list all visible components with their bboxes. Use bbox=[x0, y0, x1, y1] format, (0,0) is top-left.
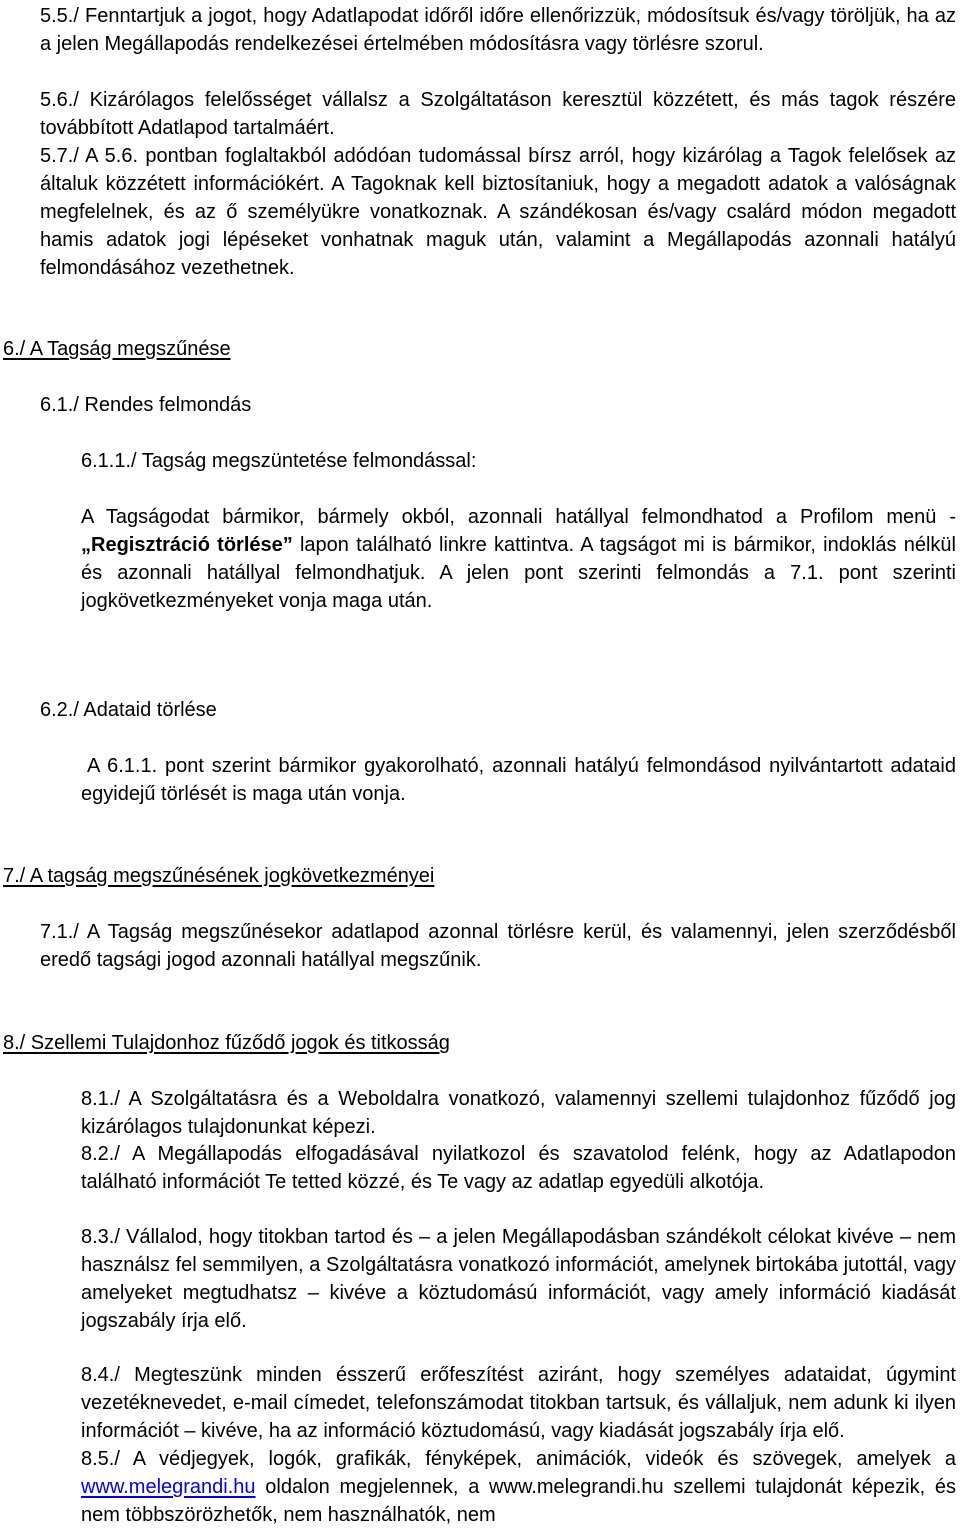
paragraph-6-2: A 6.1.1. pont szerint bármikor gyakorolható, azonnali hatályú felmondásod nyilvántartott adataid egyidejű törlését is maga után vonja. bbox=[81, 755, 956, 805]
paragraph-8-1: 8.1./ A Szolgáltatásra és a Weboldalra vonatkozó, valamennyi szellemi tulajdonhoz fűződő jog kizárólagos tulajdonunkat képezi. bbox=[81, 1088, 956, 1138]
paragraph-5-5: 5.5./ Fenntartjuk a jogot, hogy Adatlapodat időről időre ellenőrizzük, módosítsuk és/vagy töröljük, ha az a jelen Megállapodás rendelkezései értelmében módosításra vagy törlésre szorul. bbox=[40, 5, 956, 55]
paragraph-5-6: 5.6./ Kizárólagos felelősséget vállalsz a Szolgáltatáson keresztül közzétett, és más tagok részére továbbított Adatlapod tartalmáért. bbox=[40, 89, 956, 139]
subsection-heading-6-2: 6.2./ Adataid törlése bbox=[40, 699, 217, 721]
paragraph-8-5 bbox=[81, 1445, 956, 1529]
paragraph-8-4: 8.4./ Megteszünk minden ésszerű erőfeszítést aziránt, hogy személyes adataidat, úgymint vezetéknevedet, e-mail címedet, telefonszámodat titokban tartsuk, és vállaljuk, nem adunk ki ilyen információt – kivéve, ha az információ köztudomású, vagy kiadását jogszabály írja elő. bbox=[81, 1364, 956, 1442]
paragraph-5-7: 5.7./ A 5.6. pontban foglaltakból adódóan tudomással bírsz arról, hogy kizárólag a Tagok felelősek az általuk közzétett információkért. A Tagoknak kell biztosítaniuk, hogy a megadott adatok a valóságnak megfelelnek, és az ő személyükre vonatkoznak. A szándékosan és/vagy csalárd módon megadott hamis adatok jogi lépéseket vonhatnak maguk után, valamint a Megállapodás azonnali hatályú felmondásához vezethetnek. bbox=[40, 145, 956, 279]
paragraph-6-1-1-text-end: lapon található linkre kattintva. A tagságot mi is bármikor, indoklás nélkül és azonnali hatállyal felmondhatjuk. A jelen pont szerinti felmondás a 7.1. pont szerinti jogkövetkezményeket vonja maga után. bbox=[81, 534, 956, 612]
paragraph-8-2: 8.2./ A Megállapodás elfogadásával nyilatkozol és szavatolod felénk, hogy az Adatlapodon található információt Te tetted közzé, és Te vagy az adatlap egyedüli alkotója. bbox=[81, 1143, 956, 1193]
paragraph-7-1: 7.1./ A Tagság megszűnésekor adatlapod azonnal törlésre kerül, és valamennyi, jelen szerződésből eredő tagsági jogod azonnali hatállyal megszűnik. bbox=[40, 921, 956, 971]
paragraph-8-3: 8.3./ Vállalod, hogy titokban tartod és – a jelen Megállapodásban szándékolt célokat kivéve – nem használsz fel semmilyen, a Szolgáltatásra vonatkozó információt, amelynek birtokába jutottál, vagy amelyeket megtudhatsz – kivéve a köztudomású információt, vagy amely információ kiadását jogszabály írja elő. bbox=[81, 1226, 956, 1332]
registration-delete-label: „Regisztráció törlése” bbox=[81, 534, 293, 556]
subsection-heading-6-1-1: 6.1.1./ Tagság megszüntetése felmondással: bbox=[81, 450, 477, 472]
section-heading-7: 7./ A tagság megszűnésének jogkövetkezményei bbox=[3, 865, 435, 887]
paragraph-6-1-1 bbox=[81, 503, 956, 615]
paragraph-8-5-text: 8.5./ A védjegyek, logók, grafikák, fényképek, animációk, videók és szövegek, amelyek a bbox=[81, 1448, 956, 1470]
paragraph-6-1-1-text: A Tagságodat bármikor, bármely okból, azonnali hatállyal felmondhatod a Profilom menü - bbox=[81, 506, 956, 528]
melegrandi-link[interactable]: www.melegrandi.hu bbox=[81, 1476, 256, 1498]
subsection-heading-6-1: 6.1./ Rendes felmondás bbox=[40, 394, 252, 416]
section-heading-8: 8./ Szellemi Tulajdonhoz fűződő jogok és titkosság bbox=[3, 1032, 450, 1054]
section-heading-6: 6./ A Tagság megszűnése bbox=[3, 338, 231, 360]
paragraph-8-5-text-end: oldalon megjelennek, a www.melegrandi.hu szellemi tulajdonát képezik, és nem többszörözhetők, nem használhatók, nem bbox=[81, 1476, 956, 1526]
